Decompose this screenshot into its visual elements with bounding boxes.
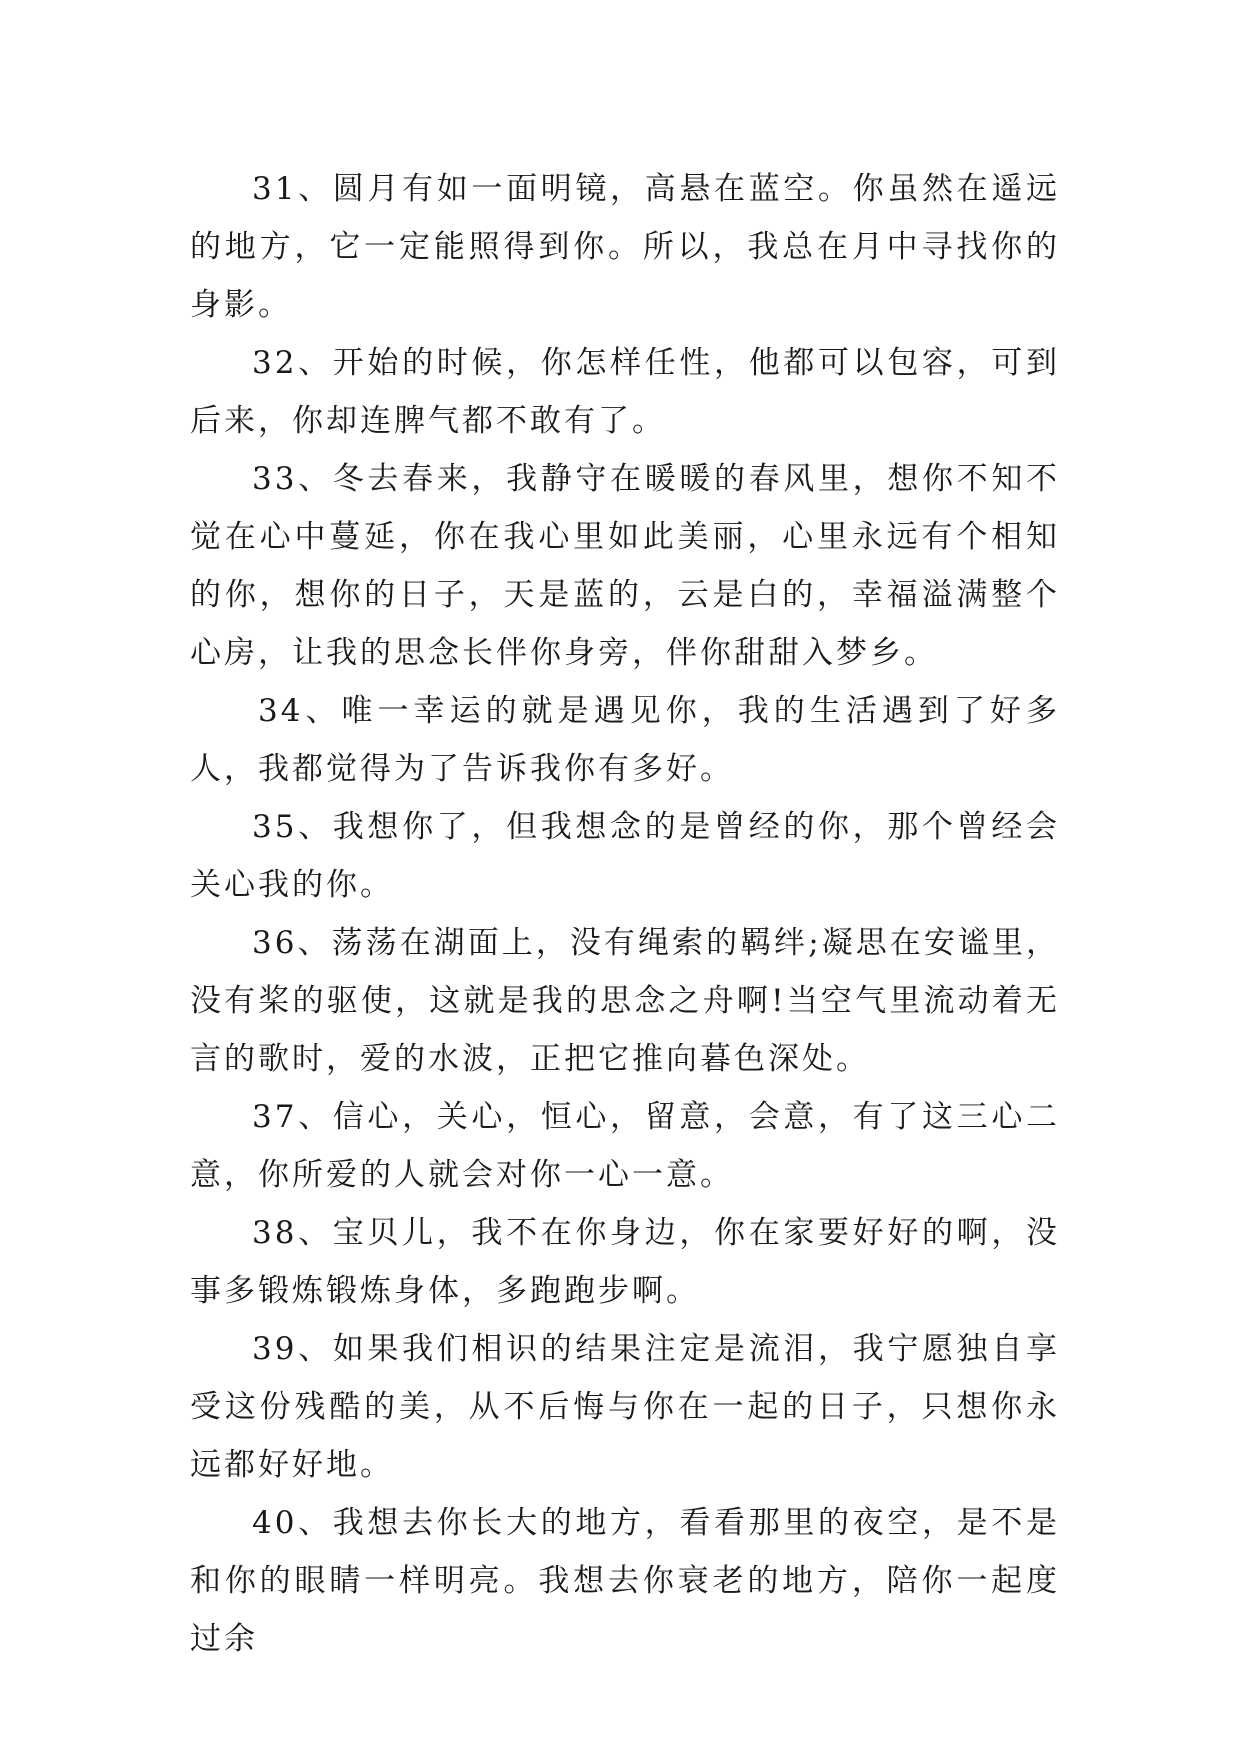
paragraph-32: 32、开始的时候，你怎样任性，他都可以包容，可到后来，你却连脾气都不敢有了。 bbox=[190, 345, 1060, 439]
document-body bbox=[190, 160, 1060, 1668]
paragraph-38: 38、宝贝儿，我不在你身边，你在家要好好的啊，没事多锻炼锻炼身体，多跑跑步啊。 bbox=[190, 1215, 1060, 1309]
paragraph-37: 37、信心，关心，恒心，留意，会意，有了这三心二意，你所爱的人就会对你一心一意。 bbox=[190, 1099, 1060, 1193]
paragraph-31: 31、圆月有如一面明镜，高悬在蓝空。你虽然在遥远的地方，它一定能照得到你。所以，我总在月中寻找你的身影。 bbox=[190, 171, 1060, 323]
paragraph-35: 35、我想你了，但我想念的是曾经的你，那个曾经会关心我的你。 bbox=[190, 809, 1060, 903]
paragraph-33: 33、冬去春来，我静守在暖暖的春风里，想你不知不觉在心中蔓延，你在我心里如此美丽，心里永远有个相知的你，想你的日子，天是蓝的，云是白的，幸福溢满整个心房，让我的思念长伴你身旁，伴你甜甜入梦乡。 bbox=[190, 461, 1060, 671]
paragraph-34: 34、唯一幸运的就是遇见你，我的生活遇到了好多人，我都觉得为了告诉我你有多好。 bbox=[190, 693, 1060, 787]
paragraph-36: 36、荡荡在湖面上，没有绳索的羁绊;凝思在安谧里，没有桨的驱使，这就是我的思念之舟啊!当空气里流动着无言的歌时，爱的水波，正把它推向暮色深处。 bbox=[190, 925, 1060, 1077]
paragraph-40: 40、我想去你长大的地方，看看那里的夜空，是不是和你的眼睛一样明亮。我想去你衰老的地方，陪你一起度过余 bbox=[190, 1505, 1060, 1657]
paragraph-39: 39、如果我们相识的结果注定是流泪，我宁愿独自享受这份残酷的美，从不后悔与你在一起的日子，只想你永远都好好地。 bbox=[190, 1331, 1060, 1483]
